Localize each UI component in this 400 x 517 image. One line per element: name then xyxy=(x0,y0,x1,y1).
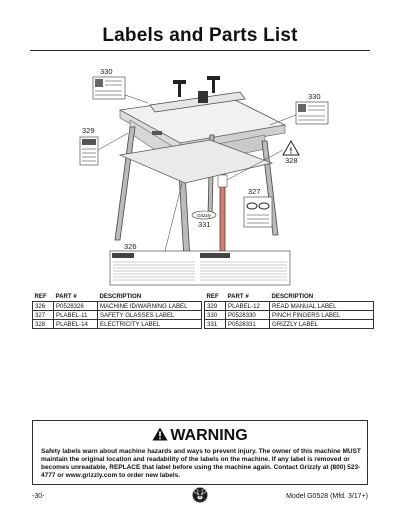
desc-cell: MACHINE ID/WARNING LABEL xyxy=(98,302,202,311)
desc-cell: READ MANUAL LABEL xyxy=(270,302,374,311)
page-number: -30- xyxy=(32,493,45,500)
col-description: DESCRIPTION xyxy=(271,292,314,300)
table-row xyxy=(33,311,202,320)
col-ref: REF xyxy=(34,292,47,300)
table-row xyxy=(33,320,202,329)
part-cell: P0528326 xyxy=(54,302,98,311)
fence-knob-left xyxy=(173,80,186,97)
callout-328: 328 xyxy=(285,156,298,165)
col-description: DESCRIPTION xyxy=(99,292,142,300)
ref-cell: 326 xyxy=(33,302,54,311)
col-ref: REF xyxy=(206,292,219,300)
label-327-thumb xyxy=(244,197,272,227)
callout-331: 331 xyxy=(198,220,211,229)
part-cell: PLABEL-11 xyxy=(54,311,98,320)
parts-table-left xyxy=(32,291,202,329)
warning-triangle-icon xyxy=(152,427,168,441)
model-footer: Model G0528 (Mfd. 3/17+) xyxy=(286,493,368,500)
router-table-figure xyxy=(0,55,400,290)
warning-text: Safety labels warn about machine hazards and ways to prevent injury. The owner of this machine MUST maintain the original location and readability of the labels on the machine. If any label is removed or becomes unreadable, REPLACE that label before using the machine again. Contact Grizzly at (800) 523-4777 or www.grizzly.com to order new labels. xyxy=(41,448,361,479)
callout-330-top: 330 xyxy=(100,67,113,76)
desc-cell: ELECTRICITY LABEL xyxy=(98,320,202,329)
desc-cell: PINCH FINGERS LABEL xyxy=(270,311,374,320)
electricity-sticker xyxy=(218,175,227,187)
label-331-thumb xyxy=(192,211,216,219)
ref-cell: 329 xyxy=(205,302,226,311)
label-330-right-thumb xyxy=(270,102,328,125)
callout-326: 326 xyxy=(124,242,137,251)
ref-cell: 331 xyxy=(205,320,226,329)
part-cell: PLABEL-14 xyxy=(54,320,98,329)
fence-knob-right xyxy=(207,76,220,93)
label-329-thumb xyxy=(80,133,128,165)
grizzly-label-text: Grizzly xyxy=(197,213,211,218)
warning-heading xyxy=(33,427,367,445)
ref-cell: 327 xyxy=(33,311,54,320)
label-330-top-thumb xyxy=(93,77,148,103)
part-cell: PLABEL-12 xyxy=(226,302,270,311)
callout-327: 327 xyxy=(248,187,261,196)
col-part: PART # xyxy=(55,292,77,300)
desc-cell: GRIZZLY LABEL xyxy=(270,320,374,329)
table-row xyxy=(205,320,374,329)
title-rule xyxy=(30,50,370,51)
table-row xyxy=(205,302,374,311)
part-cell: P0528331 xyxy=(226,320,270,329)
table-row xyxy=(205,311,374,320)
ref-cell: 328 xyxy=(33,320,54,329)
grizzly-brand-plate xyxy=(152,131,162,135)
warning-box xyxy=(32,420,368,485)
part-cell: P0528330 xyxy=(226,311,270,320)
col-part: PART # xyxy=(227,292,249,300)
page-title: Labels and Parts List xyxy=(102,25,298,46)
svg-text:!: ! xyxy=(289,146,293,156)
desc-cell: SAFETY GLASSES LABEL xyxy=(98,311,202,320)
parts-table-right xyxy=(204,291,374,329)
warning-heading-text: WARNING xyxy=(170,427,248,444)
bear-logo-icon xyxy=(192,487,208,503)
callout-330-right: 330 xyxy=(308,92,321,101)
callout-329: 329 xyxy=(82,126,95,135)
ref-cell: 330 xyxy=(205,311,226,320)
table-row xyxy=(33,302,202,311)
bit-guard xyxy=(198,91,208,103)
